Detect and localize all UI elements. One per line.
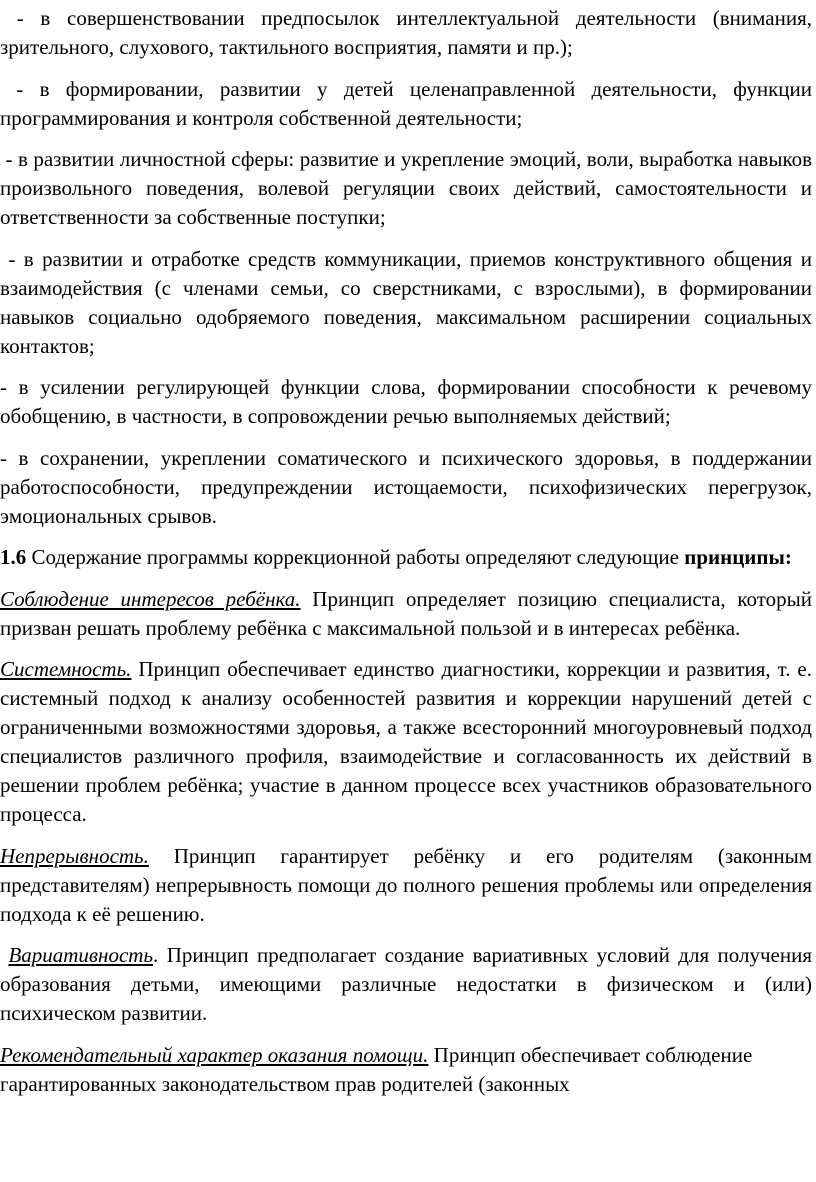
list-paragraph-3 <box>0 145 812 232</box>
principle-paragraph-2 <box>0 655 812 829</box>
paragraph-text: - в развитии и отработке средств коммуникации, приемов конструктивного общения и взаимодействия (с членами семьи, со сверстниками, с взрослыми), в формировании навыков социально одобряемого поведения, максимальном расширении социальных контактов; <box>0 246 812 358</box>
list-paragraph-6 <box>0 444 812 531</box>
section-bold-tail: принципы: <box>684 545 792 569</box>
principle-label: Вариативность <box>8 943 154 967</box>
section-text: Содержание программы коррекционной работы определяют следующие <box>26 545 685 569</box>
list-paragraph-4 <box>0 245 812 361</box>
list-paragraph-1 <box>0 4 812 62</box>
principle-label: Системность. <box>0 657 132 681</box>
principle-label: Рекомендательный характер оказания помощи. <box>0 1042 429 1067</box>
principle-label: Непрерывность. <box>0 843 149 868</box>
lead-space <box>0 6 17 30</box>
principle-text: Принцип гарантирует ребёнку и его родителям (законным представителям) непрерывность помощи до полного решения проблемы или определения подхода к её решению. <box>0 843 812 926</box>
principle-text: Принцип обеспечивает единство диагностики, коррекции и развития, т. е. системный подход к анализу особенностей развития и коррекции нарушений детей с ограниченными возможностями здоровья, а также всесторонний многоуровневый подход специалистов различного профиля, взаимодействие и согласованность их действий в решении проблем ребёнка; участие в данном процессе всех участников образовательного процесса. <box>0 657 812 826</box>
lead-space <box>0 77 16 101</box>
paragraph-text: - в усилении регулирующей функции слова, формировании способности к речевому обобщению, в частности, в сопровождении речью выполняемых действий; <box>0 375 812 428</box>
principle-label: Соблюдение интересов ребёнка. <box>0 586 301 611</box>
principle-paragraph-4 <box>0 941 812 1028</box>
principle-paragraph-1 <box>0 585 812 643</box>
principle-text: Принцип обеспечивает соблюдение гарантированных законодательством прав родителей (законных <box>0 1042 753 1096</box>
paragraph-text: - в формировании, развитии у детей целенаправленной деятельности, функции программирования и контроля собственной деятельности; <box>0 76 812 130</box>
list-paragraph-2 <box>0 75 812 133</box>
list-paragraph-5 <box>0 373 812 431</box>
paragraph-text: - в сохранении, укреплении соматического и психического здоровья, в поддержании работоспособности, предупреждении истощаемости, психофизических перегрузок, эмоциональных срывов. <box>0 445 812 528</box>
principle-text: . Принцип предполагает создание вариативных условий для получения образования детьми, имеющими различные недостатки в физическом и (или) психическом развитии. <box>0 943 812 1025</box>
paragraph-text: - в развитии личностной сферы: развитие и укрепление эмоций, воли, выработка навыков произвольного поведения, волевой регуляции своих действий, самостоятельности и ответственности за собственные поступки; <box>0 147 813 229</box>
paragraph-text: - в совершенствовании предпосылок интеллектуальной деятельности (внимания, зрительного, слухового, тактильного восприятия, памяти и пр.); <box>0 6 813 59</box>
principle-paragraph-3 <box>0 842 812 929</box>
principle-text: Принцип определяет позицию специалиста, который призван решать проблему ребёнка с максимальной пользой и в интересах ребёнка. <box>0 586 812 640</box>
section-number: 1.6 <box>0 545 27 569</box>
section-heading <box>0 543 812 572</box>
principle-paragraph-5 <box>0 1041 812 1099</box>
